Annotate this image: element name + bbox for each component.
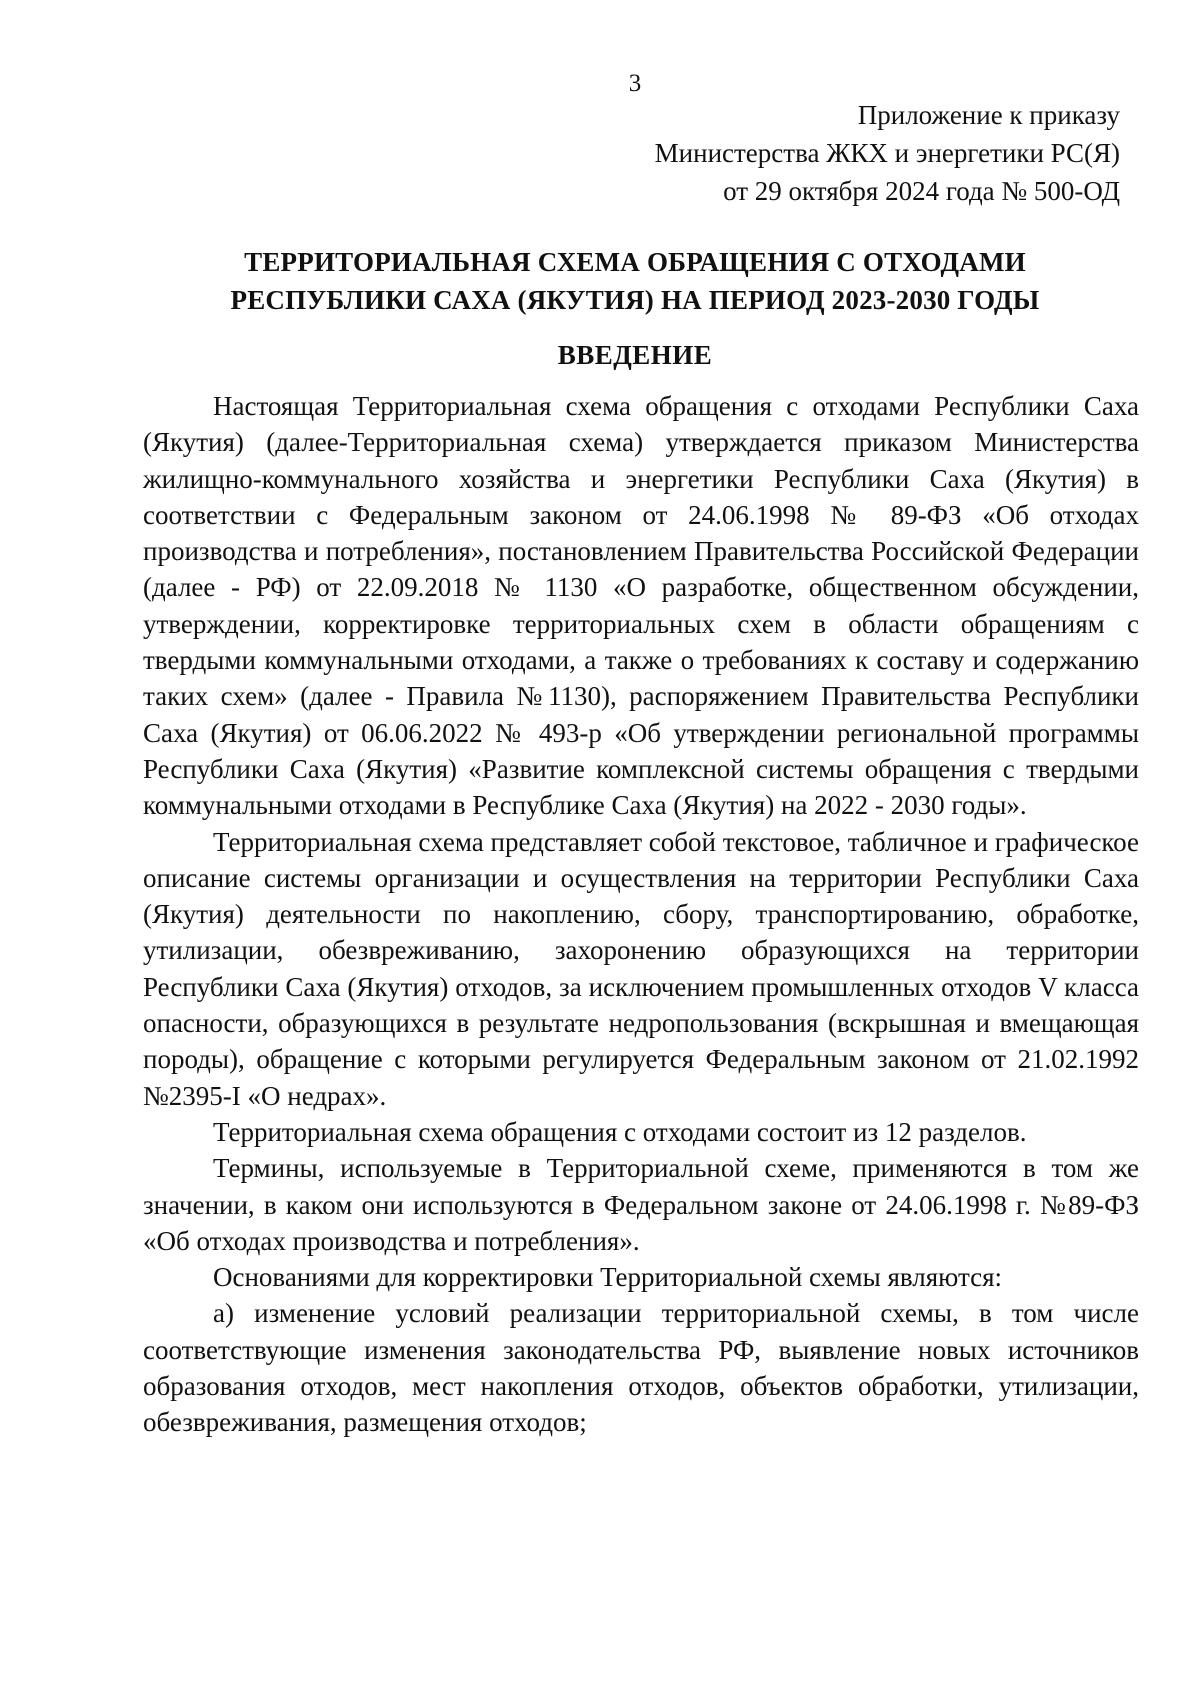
paragraph: Термины, используемые в Территориальной схеме, применяются в том же значении, в каком они используются в Федеральном законе от 24.06.1998 г. №89-ФЗ «Об отходах производства и потребления». [143, 1153, 1139, 1256]
approval-line: Приложение к приказу [857, 100, 1120, 130]
page-number: 3 [628, 70, 642, 97]
paragraph: Территориальная схема представляет собой текстовое, табличное и графическое описание системы организации и осуществления на территории Республики Саха (Якутия) деятельности по накоплению, сбору, транспортированию, обработке, утилизации, обезвреживанию, захоронению образующихся на территории Республики Саха (Якутия) отходов, за исключением промышленных отходов V класса опасности, образующихся в результате недропользования (вскрышная и вмещающая породы), обращение с которыми регулируется Федеральным законом от 21.02.1992 №2395-I «О недрах». [143, 826, 1139, 1111]
title-line: ТЕРРИТОРИАЛЬНАЯ СХЕМА ОБРАЩЕНИЯ С ОТХОДАМИ [244, 247, 1026, 277]
paragraph: Основаниями для корректировки Территориальной схемы являются: [213, 1262, 1003, 1293]
section-heading: ВВЕДЕНИЕ [557, 340, 713, 370]
body-text [143, 388, 1139, 1441]
document-title [60, 243, 1200, 319]
title-line: РЕСПУБЛИКИ САХА (ЯКУТИЯ) НА ПЕРИОД 2023-2030 ГОДЫ [230, 285, 1040, 315]
approval-block [655, 96, 1120, 210]
approval-line: Министерства ЖКХ и энергетики РС(Я) [654, 138, 1120, 168]
paragraph: Настоящая Территориальная схема обращения с отходами Республики Саха (Якутия) (далее-Территориальная схема) утверждается приказом Министерства жилищно-коммунального хозяйства и энергетики Республики Саха (Якутия) в соответствии с Федеральным законом от 24.06.1998 № 89-ФЗ «Об отходах производства и потребления», постановлением Правительства Российской Федерации (далее - РФ) от 22.09.2018 № 1130 «О разработке, общественном обсуждении, утверждении, корректировке территориальных схем в области обращениям с твердыми коммунальными отходами, а также о требованиях к составу и содержанию таких схем» (далее - Правила №1130), распоряжением Правительства Республики Саха (Якутия) от 06.06.2022 № 493-р «Об утверждении региональной программы Республики Саха (Якутия) «Развитие комплексной системы обращения с твердыми коммунальными отходами в Республике Саха (Якутия) на 2022 - 2030 годы». [143, 391, 1139, 821]
paragraph: Территориальная схема обращения с отходами состоит из 12 разделов. [213, 1116, 1027, 1147]
paragraph: а) изменение условий реализации территориальной схемы, в том числе соответствующие изменения законодательства РФ, выявление новых источников образования отходов, мест накопления отходов, объектов обработки, утилизации, обезвреживания, размещения отходов; [143, 1298, 1139, 1438]
approval-line: от 29 октября 2024 года № 500-ОД [723, 176, 1120, 206]
